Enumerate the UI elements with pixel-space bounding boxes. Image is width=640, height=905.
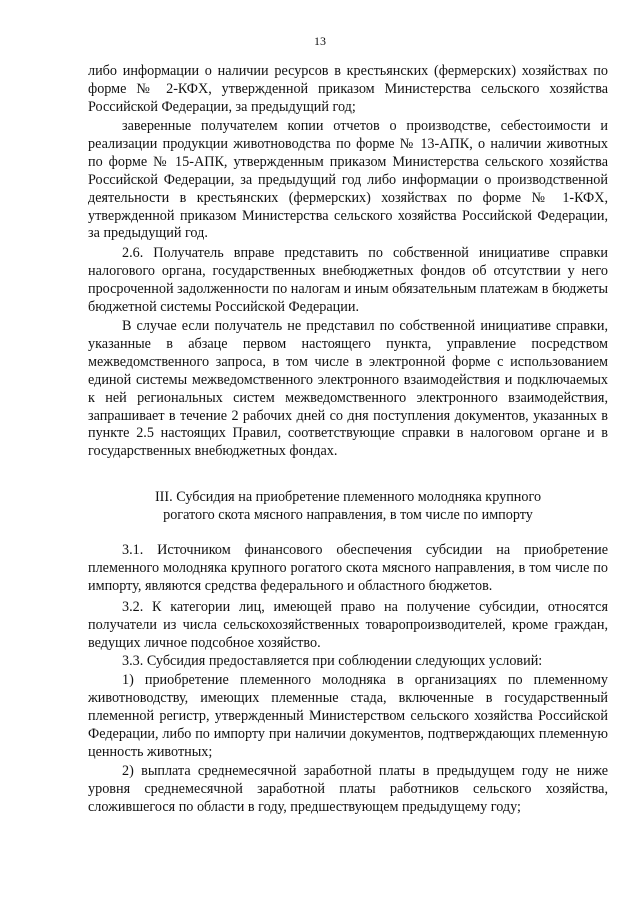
paragraph-3-3: 3.3. Субсидия предоставляется при соблюдении следующих условий: (122, 653, 543, 669)
section-heading-line-1: III. Субсидия на приобретение племенного молодняка крупного (154, 489, 542, 505)
page-number: 13 (314, 34, 326, 48)
paragraph-interagency-request: В случае если получатель не представил по собственной инициативе справки, указанные в абзаце первом настоящего пункта, управление посредством межведомственного запроса, в том числе в электронной форме с использованием единой системы межведомственного электронного взаимодействия и подключаемых к ней региональных систем межведомственного электронного взаимодействия, запрашивает в течение 2 рабочих дней со дня поступления документов, указанных в пункте 2.5 настоящих Правил, соответствующие справки в налоговом органе и в государственных внебюджетных фондах. (88, 318, 608, 460)
section-heading (88, 488, 608, 524)
section-heading-line-2: рогатого скота мясного направления, в том числе по импорту (163, 507, 533, 523)
paragraph-3-1: 3.1. Источником финансового обеспечения субсидии на приобретение племенного молодняка крупного рогатого скота мясного направления, в том числе по импорту, являются средства федерального и областного бюджетов. (88, 542, 608, 594)
paragraph-kfh2: либо информации о наличии ресурсов в крестьянских (фермерских) хозяйствах по форме № 2-КФХ, утвержденной приказом Министерства сельского хозяйства Российской Федерации, за предыдущий год; (88, 63, 608, 115)
paragraph-3-2: 3.2. К категории лиц, имеющей право на получение субсидии, относятся получатели из числа сельскохозяйственных товаропроизводителей, кроме граждан, ведущих личное подсобное хозяйство. (88, 599, 608, 651)
paragraph-2-6: 2.6. Получатель вправе представить по собственной инициативе справки налогового органа, государственных внебюджетных фондов об отсутствии у него просроченной задолженности по налогам и иным обязательным платежам в бюджеты бюджетной системы Российской Федерации. (88, 245, 608, 315)
paragraph-reports-copies: заверенные получателем копии отчетов о производстве, себестоимости и реализации продукции животноводства по форме № 13-АПК, о наличии животных по форме № 15-АПК, утвержденным приказом Министерства сельского хозяйства Российской Федерации, за предыдущий год либо информации о производственной деятельности в крестьянских (фермерских) хозяйствах по форме № 1-КФХ, утвержденной приказом Министерства сельского хозяйства Российской Федерации, за предыдущий год. (88, 118, 608, 242)
paragraph-condition-1: 1) приобретение племенного молодняка в организациях по племенному животноводству, имеющих племенные стада, включенные в государственный племенной регистр, утвержденный Министерством сельского хозяйства Российской Федерации, либо по импорту при наличии документов, подтверждающих племенную ценность животных; (88, 672, 608, 760)
paragraph-condition-2: 2) выплата среднемесячной заработной платы в предыдущем году не ниже уровня среднемесячной заработной платы работников сельского хозяйства, сложившегося по области в году, предшествующем предыдущему году; (88, 763, 608, 815)
